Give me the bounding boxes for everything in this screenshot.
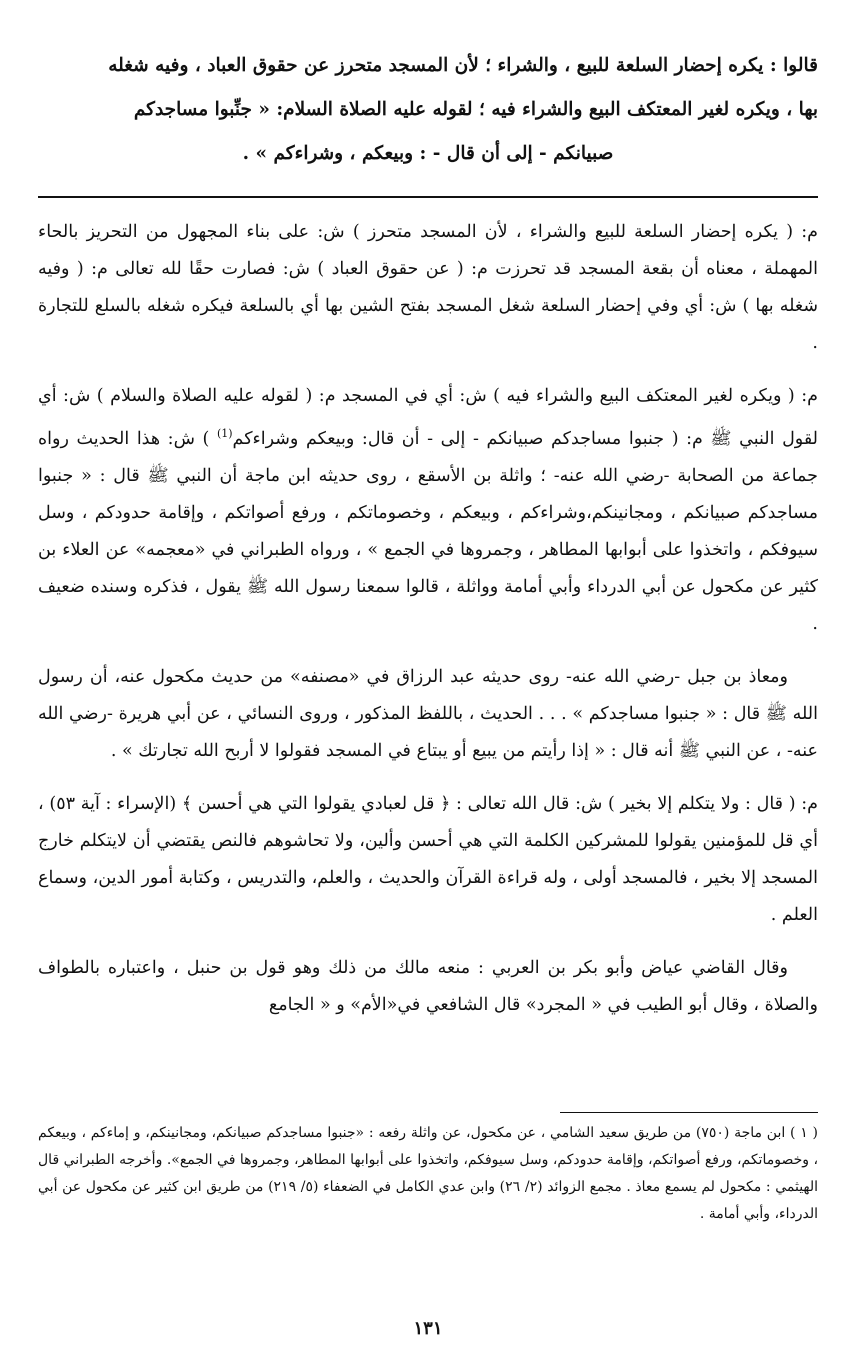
page-number: ١٣١: [413, 1318, 443, 1339]
sharh-commentary: [38, 214, 818, 1040]
text-line: وشراءكم: [232, 428, 299, 449]
matn-text: [38, 44, 818, 176]
text-line: عنه، أن رسول الله ﷺ قال : « جنبوا مساجدكم » . . . الحديث ، باللفظ المذكور ، وروى: [38, 666, 818, 724]
text-line: ومعاذ بن جبل -رضي الله عنه- روى حديثه عبد الرزاق في «مصنفه» من حديث مكحول: [152, 666, 788, 687]
commentary-paragraph: [38, 786, 818, 934]
matn-line: قالوا : يكره إحضار السلعة للبيع ، والشراء ؛ لأن المسجد متحرز عن حقوق العباد ، وفيه شغله: [108, 55, 818, 76]
footnotes: [38, 1120, 818, 1228]
text-line: بالسلعة فيكره شغله بالسلع للتجارة .: [38, 296, 818, 353]
text-line: م: ( يكره إحضار السلعة للبيع والشراء ، لأن المسجد متحرز ) ش: على بناء المجهول من: [145, 222, 818, 242]
text-line: (الإسراء : آية ٥٣) ، أي قل للمؤمنين يقولوا للمشركين الكلمة التي هي أحسن وألين، ولا: [38, 793, 818, 851]
text-line: في المسجد فقولوا لا أربح الله تجارتك » .: [110, 740, 411, 761]
text-line: م: ( قال : ولا يتكلم إلا بخير ) ش: قال الله تعالى : ﴿ قل لعبادي يقولوا التي هي أحسن ﴾: [181, 793, 818, 814]
text-line: والحديث ، والعلم، والتدريس ، وكتابة أمور الدين، وسماع العلم .: [38, 867, 818, 925]
footnote-1: [38, 1120, 818, 1228]
footnote-line: (٢/ ٢٦) وابن عدي الكامل في الضعفاء (٥/ ٢١٩) من طريق ابن كثير عن مكحول عن أبي الدرداء، وأبي: [38, 1179, 818, 1222]
text-line: حقًا لله تعالى م: ( وفيه شغله بها ) ش: أي وفي إحضار السلعة شغل المسجد بفتح الشين بها أي: [38, 259, 818, 316]
footnote-line: ( ١ ) ابن ماجة (٧٥٠) من طريق سعيد الشامي ، عن مكحول، عن واثلة رفعه : «جنبوا مساجدكم صبيانكم،: [211, 1125, 818, 1141]
text-line: وبيعكم ، وخصوماتكم ، ورفع أصواتكم ، وإقامة حدودكم ، وسل سيوفكم ، واتخذوا على أبوابها: [38, 502, 818, 560]
footnote-line: أبوابها المطاهر، وجمروها في الجمع». وأخرجه الطبراني قال الهيثمي : مكحول لم يسمع معاذ . مجمع الزوائد: [38, 1152, 819, 1195]
text-line: والسلام ) ش: أي لقول النبي ﷺ م: ( جنبوا مساجدكم صبيانكم - إلى - أن قال: وبيعكم: [38, 386, 819, 449]
matn-divider: [38, 196, 818, 198]
text-line: عن أبي الدرداء وأبي أمامة وواثلة ، قالوا سمعنا رسول الله ﷺ يقول ، فذكره وسنده ضعيف .: [38, 576, 818, 634]
text-line: م: ( ويكره لغير المعتكف البيع والشراء فيه ) ش: أي في المسجد م: ( لقوله عليه الصلاة: [172, 386, 818, 406]
text-line: واعتباره بالطواف والصلاة ، وقال أبو الطيب في « المجرد» قال الشافعي في«الأم» و « الجامع: [38, 957, 818, 1015]
matn-line: صبيانكم - إلى أن قال - : وبيعكم ، وشراءكم » .: [242, 143, 614, 164]
text-line: تحاشوهم فالنص يقتضي أن لايتكلم خارج المسجد إلا بخير ، فالمسجد أولى ، وله قراءة القرآن: [38, 830, 818, 888]
text-line: روى حديثه ابن ماجة أن النبي ﷺ قال : « جنبوا مساجدكم صبيانكم ، ومجانينكم،وشراءكم ،: [38, 465, 818, 523]
matn-line: بها ، ويكره لغير المعتكف البيع والشراء فيه ؛ لقوله عليه الصلاة السلام: « جنِّبوا مساجدكم: [133, 99, 818, 120]
footnote-divider: [560, 1112, 818, 1113]
footnote-ref[interactable]: (1): [216, 427, 233, 440]
text-line: المطاهر ، وجمروها في الجمع » ، ورواه الطبراني في «معجمه» عن العلاء بن كثير عن مكحول: [38, 539, 818, 597]
text-line: النسائي ، عن أبي هريرة -رضي الله عنه- ، عن النبي ﷺ أنه قال : « إذا رأيتم من يبيع أو يبتاع: [38, 703, 818, 761]
commentary-paragraph: [38, 659, 818, 770]
text-line: التحريز بالحاء المهملة ، معناه أن بقعة المسجد قد تحرزت م: ( عن حقوق العباد ) ش: فصارت: [38, 222, 818, 279]
text-line: ) ش: هذا الحديث رواه جماعة من الصحابة -رضي الله عنه- ؛ واثلة بن الأسقع ،: [38, 428, 818, 486]
footnote-line: أمامة .: [699, 1206, 740, 1222]
commentary-paragraph: [38, 950, 818, 1024]
footnote-line: ومجانينكم، و إماءكم ، وبيعكم ، وخصوماتكم، ورفع أصواتكم، وإقامة حدودكم، وسل سيوفكم، واتخذوا على: [38, 1125, 819, 1168]
commentary-paragraph: [38, 378, 818, 643]
text-line: وقال القاضي عياض وأبو بكر بن العربي : منعه مالك من ذلك وهو قول بن حنبل ،: [173, 957, 789, 978]
commentary-paragraph: [38, 214, 818, 362]
